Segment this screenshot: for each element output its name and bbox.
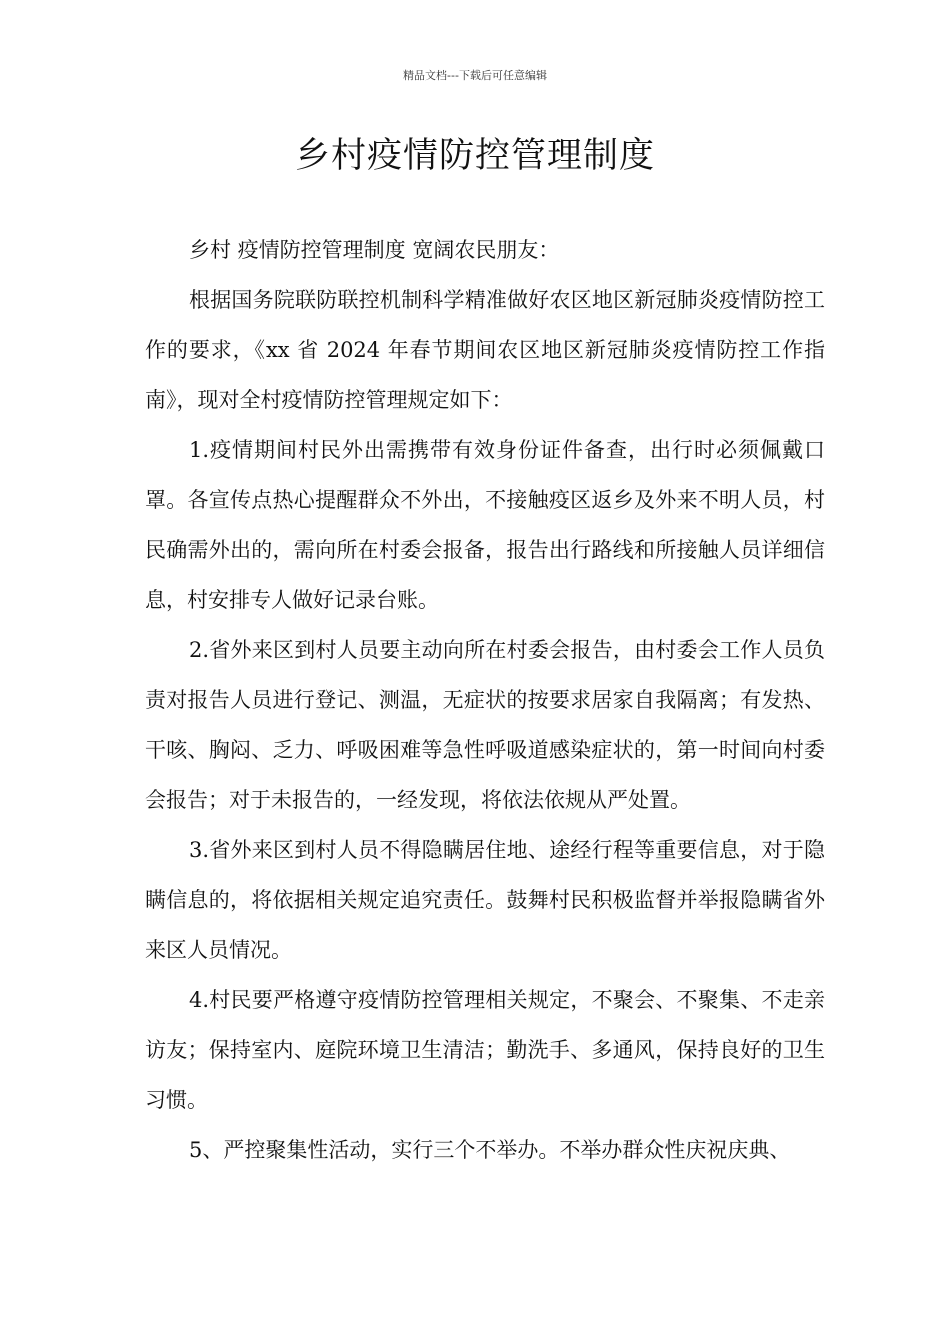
- paragraph-rule-4: 4.村民要严格遵守疫情防控管理相关规定，不聚会、不聚集、不走亲访友；保持室内、庭院环境卫生清洁；勤洗手、多通风，保持良好的卫生习惯。: [145, 988, 825, 1112]
- document-title: 乡村疫情防控管理制度: [294, 136, 655, 176]
- paragraph-greeting: 乡村 疫情防控管理制度 宽阔农民朋友：: [189, 238, 560, 262]
- paragraph-rule-1: 1.疫情期间村民外出需携带有效身份证件备查，出行时必须佩戴口罩。各宣传点热心提醒群众不外出，不接触疫区返乡及外来不明人员，村民确需外出的，需向所在村委会报备，报告出行路线和所接触人员详细信息，村安排专人做好记录台账。: [145, 438, 825, 612]
- header-note: 精品文档---下载后可任意编辑: [403, 69, 547, 82]
- document-body: [145, 225, 825, 1175]
- paragraph-rule-5: 5、严控聚集性活动，实行三个不举办。不举办群众性庆祝庆典、: [189, 1138, 791, 1162]
- paragraph-rule-2: 2.省外来区到村人员要主动向所在村委会报告，由村委会工作人员负责对报告人员进行登记、测温，无症状的按要求居家自我隔离；有发热、干咳、胸闷、乏力、呼吸困难等急性呼吸道感染症状的，第一时间向村委会报告；对于未报告的，一经发现，将依法依规从严处置。: [145, 638, 825, 812]
- paragraph-basis: 根据国务院联防联控机制科学精准做好农区地区新冠肺炎疫情防控工作的要求，《xx 省 2024 年春节期间农区地区新冠肺炎疫情防控工作指南》，现对全村疫情防控管理规定如下：: [145, 288, 825, 412]
- paragraph-rule-3: 3.省外来区到村人员不得隐瞒居住地、途经行程等重要信息，对于隐瞒信息的，将依据相关规定追究责任。鼓舞村民积极监督并举报隐瞒省外来区人员情况。: [145, 838, 825, 962]
